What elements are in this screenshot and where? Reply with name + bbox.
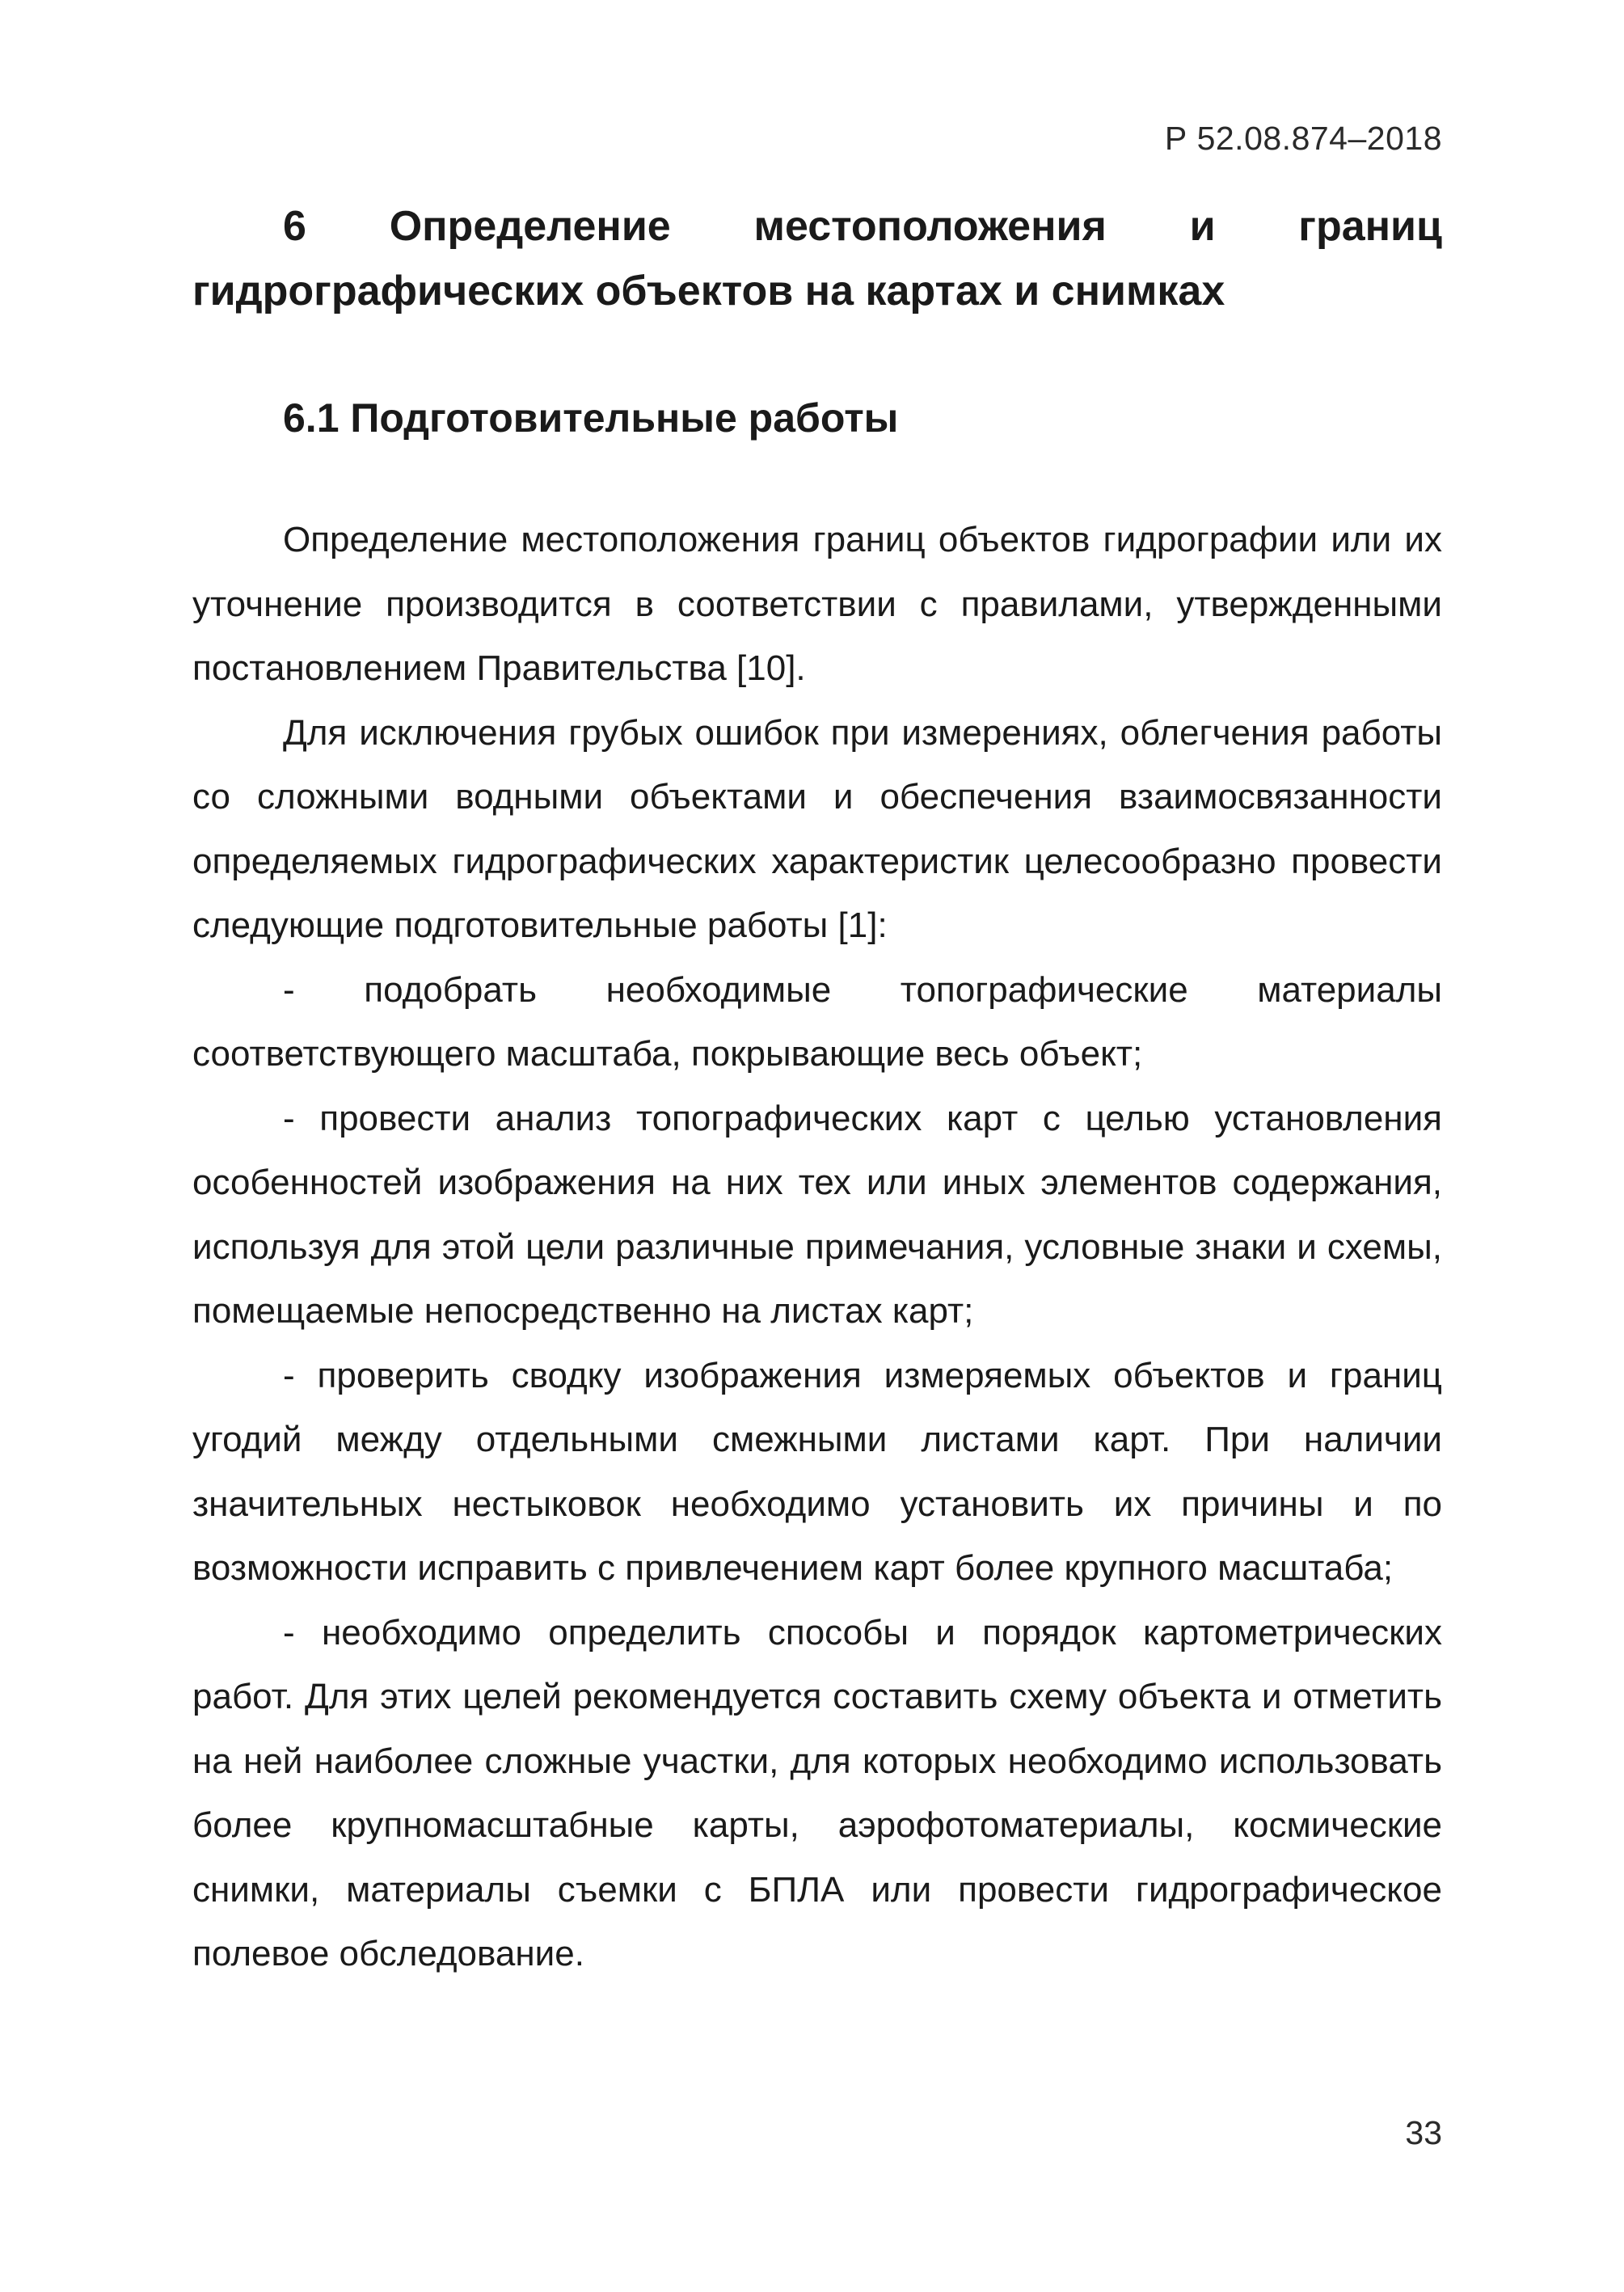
list-item-select-materials: - подобрать необходимые топографические материалы соответствующего масштаба, покрывающие весь объект; — [192, 969, 1442, 1074]
list-item-define-methods: - необходимо определить способы и порядок картометрических работ. Для этих целей рекомендуется составить схему объекта и отметить на ней наиболее сложные участки, для которых необходимо использовать более крупномасштабные карты, аэрофотоматериалы, космические снимки, материалы съемки с БПЛА или провести гидрографическое полевое обследование. — [192, 1612, 1442, 1973]
paragraph-preparation: Для исключения грубых ошибок при измерениях, облегчения работы со сложными водными объектами и обеспечения взаимосвязанности определяемых гидрографических характеристик целесообразно провести следующие подготовительные работы [1]: — [192, 712, 1442, 945]
paragraph-intro: Определение местоположения границ объектов гидрографии или их уточнение производится в соответствии с правилами, утвержденными постановлением Правительства [10]. — [192, 520, 1442, 688]
section-heading-line-1: 6 Определение местоположения и границ — [283, 203, 1442, 250]
list-item-check-joins: - проверить сводку изображения измеряемых объектов и границ угодий между отдельными смежными листами карт. При наличии значительных нестыковок необходимо установить их причины и по возможности исправить с привлечением карт более крупного масштаба; — [192, 1355, 1442, 1588]
document-code: Р 52.08.874–2018 — [1164, 120, 1442, 157]
body-text — [192, 508, 1442, 1986]
page-content — [192, 194, 1442, 1986]
subsection-heading: 6.1 Подготовительные работы — [283, 395, 899, 441]
page-number: 33 — [1405, 2114, 1442, 2151]
list-item-analyze-maps: - провести анализ топографических карт с целью установления особенностей изображения на них тех или иных элементов содержания, используя для этой цели различные примечания, условные знаки и схемы, помещаемые непосредственно на листах карт; — [192, 1098, 1442, 1331]
section-heading — [192, 194, 1442, 323]
section-heading-line-2: гидрографических объектов на картах и снимках — [192, 268, 1225, 314]
